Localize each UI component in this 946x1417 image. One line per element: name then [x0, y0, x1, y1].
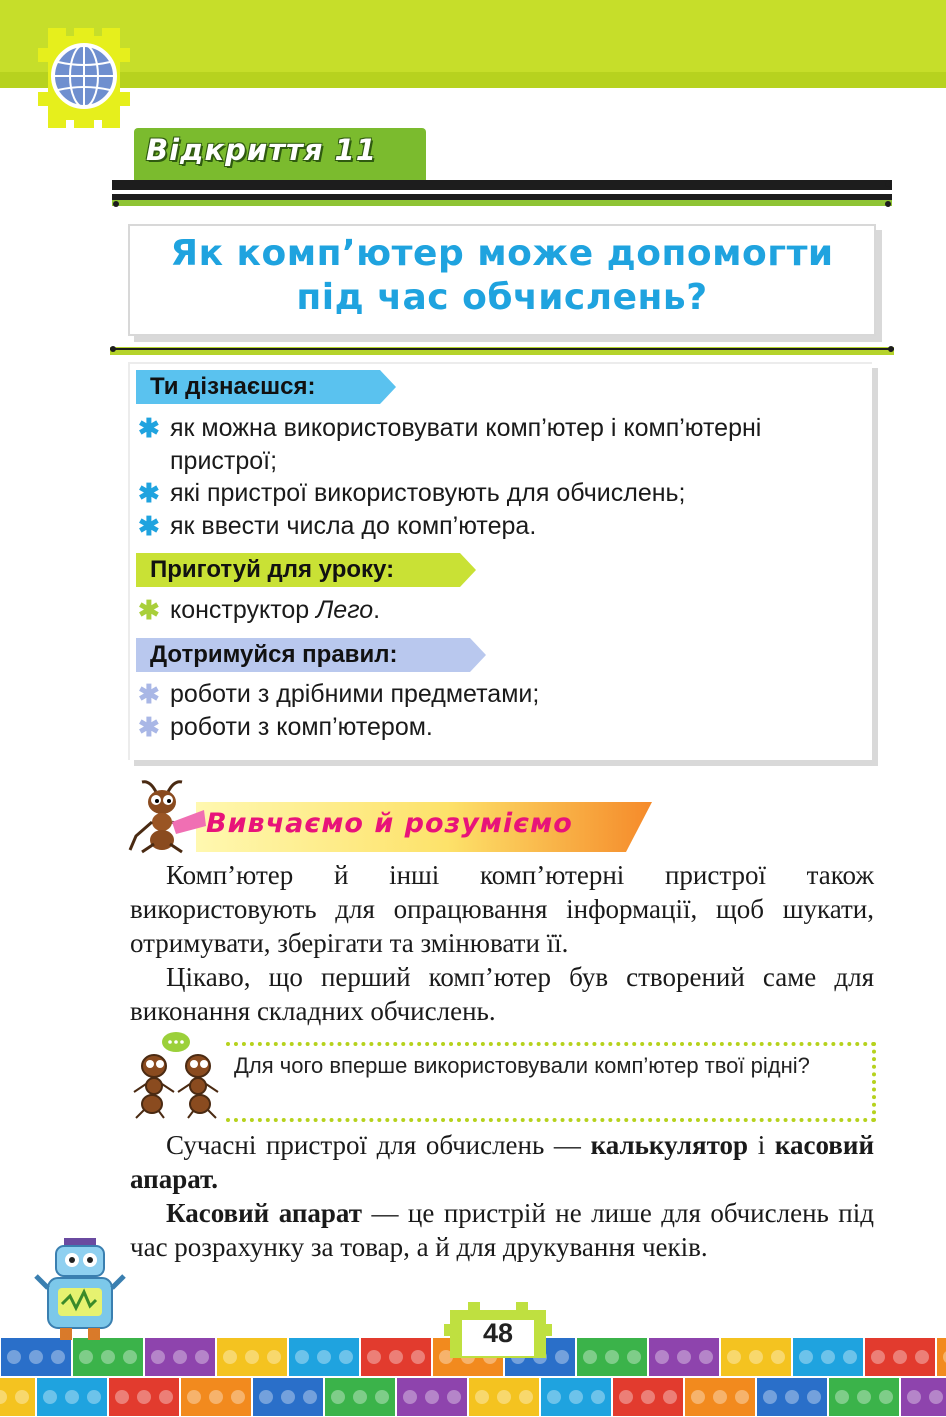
asterisk-icon: ✱ [138, 595, 160, 625]
discussion-question: Для чого вперше використовували комп’ютер твої рідні? [234, 1053, 810, 1078]
globe-icon [38, 28, 130, 128]
top-header-stripe [0, 72, 946, 88]
asterisk-icon: ✱ [138, 478, 160, 508]
robot-mascot-icon [34, 1236, 126, 1340]
list-item: роботи з дрібними предметами; [170, 680, 540, 708]
question-title-line1: Як комп’ютер може допомогти [170, 233, 834, 274]
paragraph-fact: Цікаво, що перший комп’ютер був створений саме для виконання складних обчислень. [130, 962, 874, 1026]
asterisk-icon: ✱ [138, 712, 160, 742]
top-header-band [0, 0, 946, 72]
ants-talking-icon [128, 1030, 224, 1120]
asterisk-icon: ✱ [138, 679, 160, 709]
ant-mascot-icon [128, 778, 208, 854]
learn-section-label: Ти дізнаєшся: [136, 370, 380, 404]
paragraph-intro: Комп’ютер й інші комп’ютерні пристрої також використовують для опрацювання інформації, щоб шукати, отримувати, зберігати та змінювати її. [130, 860, 874, 958]
paragraph-cash-register: Касовий апарат — це пристрій не лише для обчислень під час розрахунку за товар, а й для друкування чеків. [130, 1198, 874, 1262]
study-section-title: Вивчаємо й розуміємо [206, 808, 573, 839]
list-item: як можна використовувати комп’ютер і комп’ютерні [170, 414, 762, 442]
asterisk-icon: ✱ [138, 511, 160, 541]
list-item: конструктор Лего. [170, 596, 381, 624]
prepare-section-label: Приготуй для уроку: [136, 553, 460, 587]
list-item: які пристрої використовують для обчислень; [170, 479, 686, 507]
list-item: роботи з комп’ютером. [170, 713, 433, 741]
list-item: пристрої; [170, 447, 278, 475]
asterisk-icon: ✱ [138, 413, 160, 443]
page-number: 48 [482, 1318, 514, 1348]
question-title [128, 232, 876, 320]
lesson-title: Відкриття 11 [146, 133, 377, 167]
title-rule [110, 343, 894, 357]
list-item: як ввести числа до комп’ютера. [170, 512, 537, 540]
header-rule [112, 178, 892, 208]
question-title-line2: під час обчислень? [296, 277, 708, 318]
rules-section-label: Дотримуйся правил: [136, 638, 470, 672]
paragraph-devices: Сучасні пристрої для обчислень — калькулятор і касовий апарат. [130, 1130, 874, 1194]
